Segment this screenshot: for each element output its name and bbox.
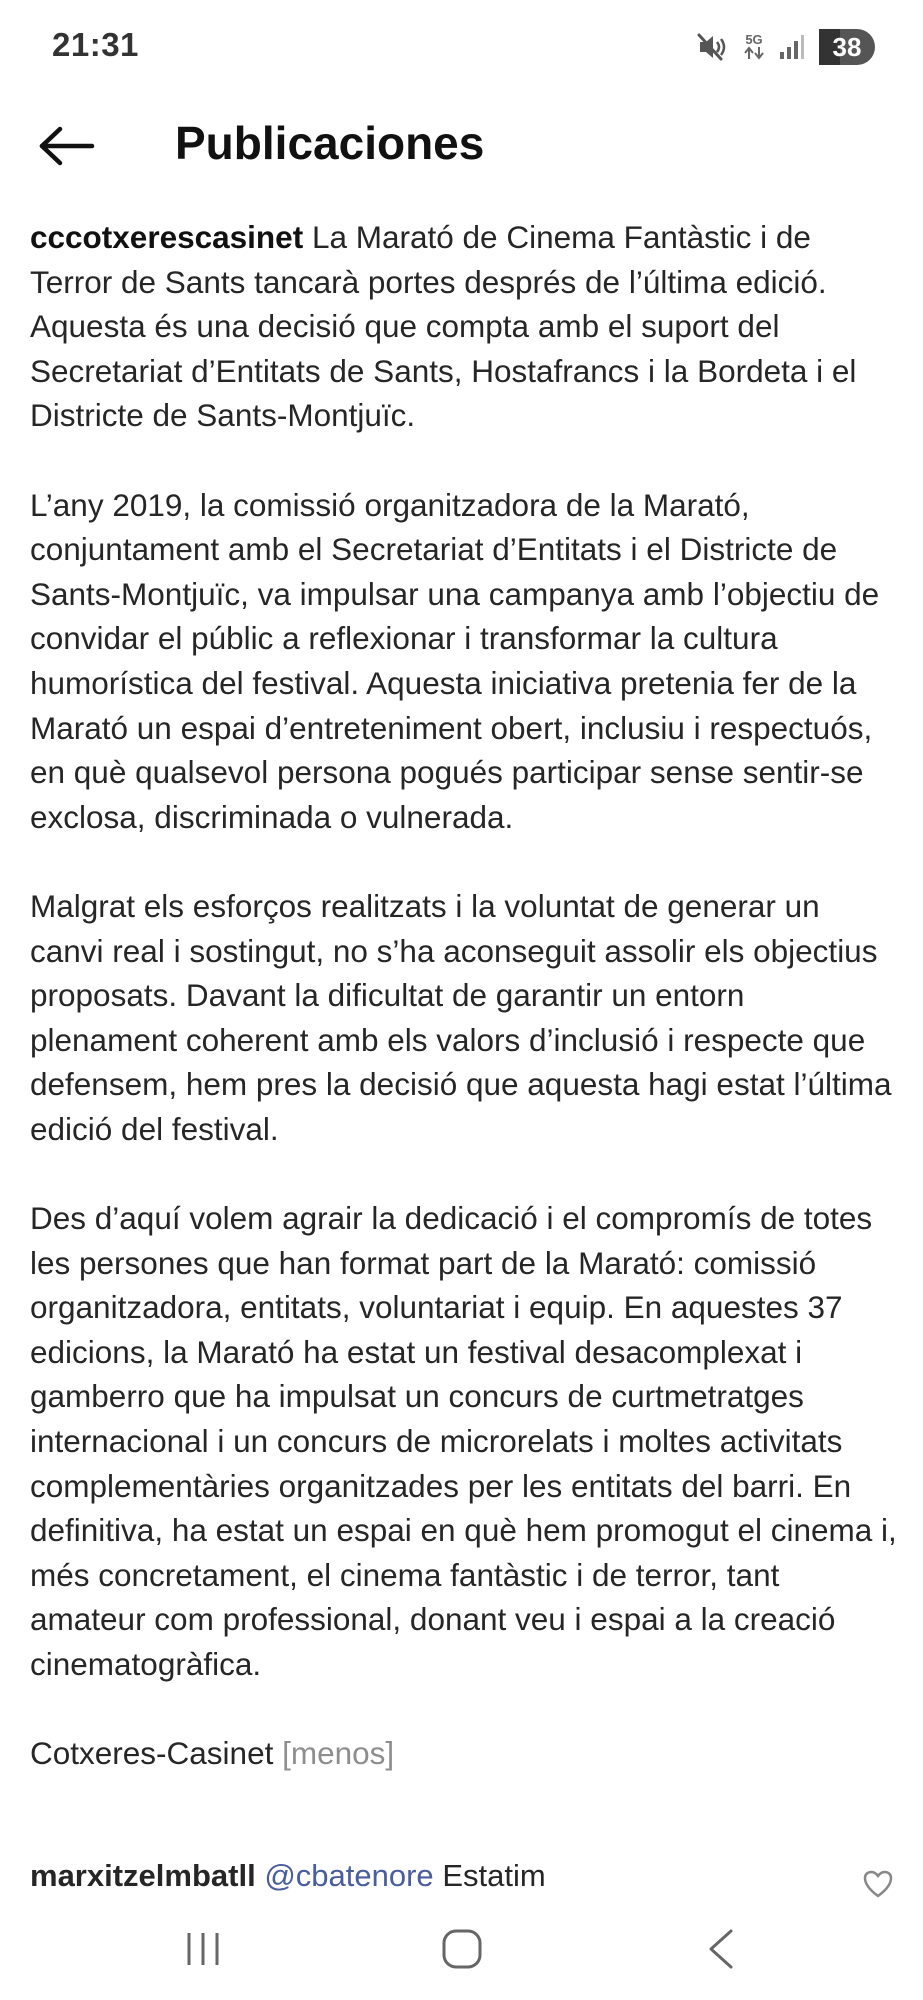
mute-icon — [697, 32, 729, 62]
recent-apps-button[interactable] — [163, 1920, 243, 1978]
recent-apps-icon — [183, 1929, 223, 1969]
status-time: 21:31 — [52, 26, 139, 63]
battery-icon — [819, 29, 875, 65]
home-button[interactable] — [422, 1920, 502, 1978]
nav-back-button[interactable] — [681, 1920, 761, 1978]
navigation-bar — [0, 1898, 923, 2000]
signal-icon — [779, 34, 805, 60]
header — [0, 96, 923, 196]
page-title: Publicaciones — [175, 117, 485, 169]
comment-mention[interactable]: @cbatenore — [264, 1858, 434, 1893]
less-link[interactable]: [menos] — [282, 1735, 395, 1772]
caption-paragraph: Des d’aquí volem agrair la dedicació i el compromís de totes les persones que han format part de la Marató: comissió organitzadora, entitats, voluntariat i equip. En aquestes 37 edicions, la Marató ha estat un festival desacomplexat i gamberro que ha impulsat un concurs de curtmetratges internacional i un concurs de microrelats i moltes activitats complementàries organitzades per les entitats del barri. En definitiva, ha estat un espai en què hem promogut el cinema i, més concretament, el cinema fantàstic i de terror, tant amateur com professional, donant veu i espai a la creació cinematogràfica. — [30, 1200, 897, 1682]
comment-body: Estatim — [442, 1858, 546, 1893]
caption-paragraph: L’any 2019, la comissió organitzadora de la Marató, conjuntament amb el Secretariat d’Entitats i el Districte de Sants-Montjuïc, va impulsar una campanya amb l’objectiu de convidar el públic a reflexionar i transformar la cultura humorística del festival. Aquesta iniciativa pretenia fer de la Marató un espai d’entreteniment obert, inclusiu i respectuós, en què qualsevol persona pogués participar sense sentir-se exclosa, discriminada o vulnerada. — [30, 486, 880, 835]
comment-text — [30, 1858, 546, 1894]
back-button[interactable] — [32, 118, 102, 174]
nav-back-icon — [705, 1927, 737, 1971]
network-5g-icon — [743, 34, 765, 60]
caption-signature-line — [30, 1731, 900, 1776]
comment-peek — [0, 1858, 923, 1898]
post-caption — [30, 215, 900, 1820]
post-username[interactable]: cccotxerescasinet — [30, 219, 304, 255]
caption-signature: Cotxeres-Casinet — [30, 1735, 274, 1772]
arrow-left-icon — [38, 126, 96, 166]
caption-paragraph — [30, 215, 900, 438]
caption-text: La Marató de Cinema Fantàstic i de Terror de Sants tancarà portes després de l’última edició. Aquesta és una decisió que compta amb el suport del Secretariat d’Entitats de Sants, Hostafrancs i la Bordeta i el Districte de Sants-Montjuïc. — [30, 219, 857, 434]
comment-username[interactable]: marxitzelmbatll — [30, 1858, 256, 1893]
home-icon — [440, 1927, 484, 1971]
caption-paragraph: Malgrat els esforços realitzats i la voluntat de generar un canvi real i sostingut, no s’ha aconseguit assolir els objectius proposats. Davant la dificultat de garantir un entorn plenament coherent amb els valors d’inclusió i respecte que defensem, hem pres la decisió que aquesta hagi estat l’última edició del festival. — [30, 887, 892, 1147]
status-bar — [0, 0, 923, 96]
battery-level: 38 — [832, 31, 862, 62]
status-icons — [697, 28, 875, 66]
network-label: 5G — [745, 32, 763, 47]
